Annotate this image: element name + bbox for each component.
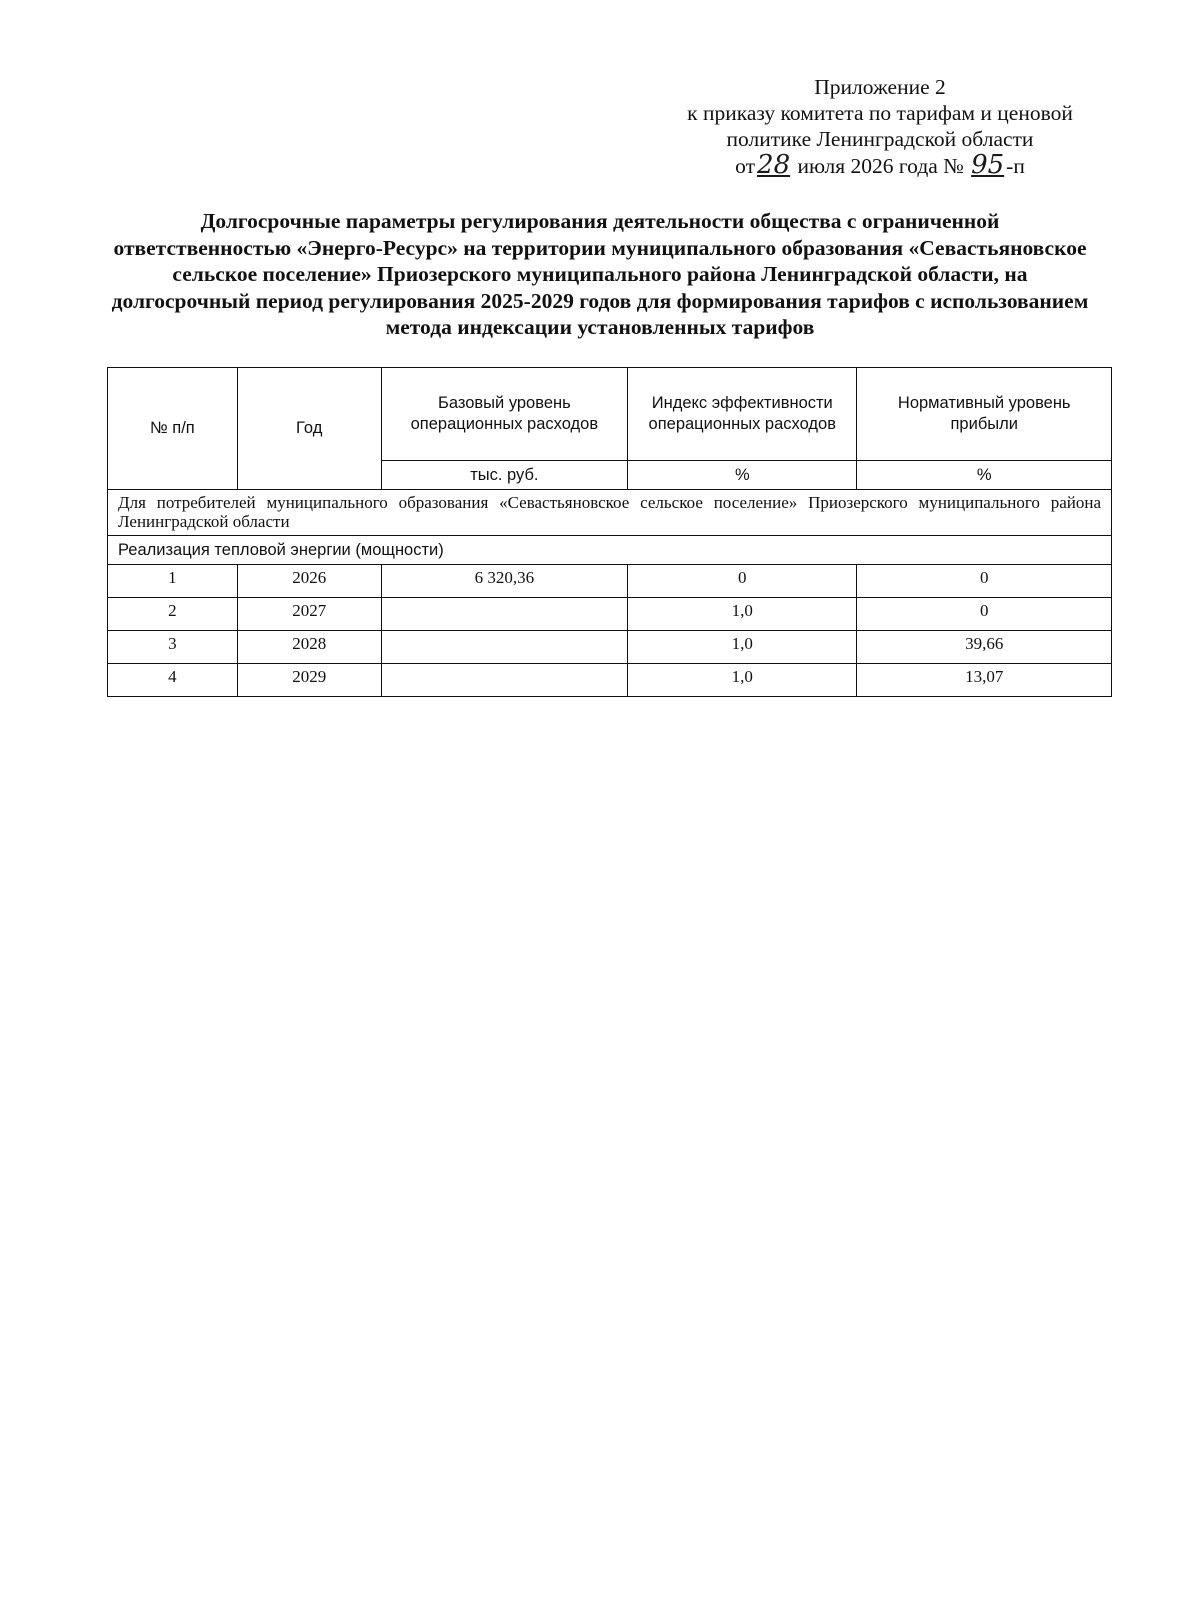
- header-year: Год: [237, 368, 381, 490]
- header-normative-profit: Нормативный уровень прибыли: [857, 368, 1112, 461]
- cell-base-opex: [381, 631, 627, 664]
- cell-num: 4: [108, 664, 238, 697]
- order-suffix: -п: [1006, 154, 1025, 178]
- cell-year: 2029: [237, 664, 381, 697]
- cell-num: 1: [108, 565, 238, 598]
- appendix-date-line: [640, 152, 1120, 179]
- table-row: [108, 598, 1112, 631]
- appendix-order-ref: к приказу комитета по тарифам и ценовой: [687, 101, 1073, 125]
- cell-efficiency-index: 0: [628, 565, 857, 598]
- date-day-handwritten: 28: [757, 150, 791, 180]
- table-row: [108, 664, 1112, 697]
- section-row: [108, 536, 1112, 565]
- cell-num: 3: [108, 631, 238, 664]
- table-row: [108, 565, 1112, 598]
- cell-efficiency-index: 1,0: [628, 598, 857, 631]
- cell-base-opex: [381, 598, 627, 631]
- parameters-table: [107, 367, 1112, 697]
- order-number-handwritten: 95: [971, 150, 1005, 180]
- appendix-header: [640, 74, 1120, 179]
- cell-normative-profit: 13,07: [857, 664, 1112, 697]
- appendix-title: Приложение 2: [814, 75, 946, 99]
- appendix-committee: политике Ленинградской области: [726, 127, 1034, 151]
- cell-normative-profit: 39,66: [857, 631, 1112, 664]
- header-num: № п/п: [108, 368, 238, 490]
- cell-base-opex: [381, 664, 627, 697]
- header-efficiency-index: Индекс эффективности операционных расходов: [628, 368, 857, 461]
- cell-year: 2028: [237, 631, 381, 664]
- unit-base-opex: тыс. руб.: [381, 461, 627, 490]
- consumer-group-row: [108, 490, 1112, 536]
- cell-year: 2027: [237, 598, 381, 631]
- table-row: [108, 631, 1112, 664]
- consumer-group-text: Для потребителей муниципального образования «Севастьяновское сельское поселение» Приозерского муниципального района Ленинградской области: [108, 490, 1112, 536]
- cell-base-opex: 6 320,36: [381, 565, 627, 598]
- date-rest: июля 2026 года №: [797, 154, 964, 178]
- document-title: Долгосрочные параметры регулирования деятельности общества с ограниченной ответственностью «Энерго-Ресурс» на территории муниципального образования «Севастьяновское сельское поселение» Приозерского муниципального района Ленинградской области, на долгосрочный период регулирования 2025-2029 годов для формирования тарифов с использованием метода индексации установленных тарифов: [111, 209, 1089, 339]
- cell-normative-profit: 0: [857, 598, 1112, 631]
- date-prefix: от: [735, 154, 756, 178]
- table-header-row: [108, 368, 1112, 461]
- unit-normative-profit: %: [857, 461, 1112, 490]
- section-text: Реализация тепловой энергии (мощности): [108, 536, 1112, 565]
- cell-normative-profit: 0: [857, 565, 1112, 598]
- cell-efficiency-index: 1,0: [628, 631, 857, 664]
- cell-efficiency-index: 1,0: [628, 664, 857, 697]
- header-base-opex: Базовый уровень операционных расходов: [381, 368, 627, 461]
- cell-year: 2026: [237, 565, 381, 598]
- unit-efficiency-index: %: [628, 461, 857, 490]
- cell-num: 2: [108, 598, 238, 631]
